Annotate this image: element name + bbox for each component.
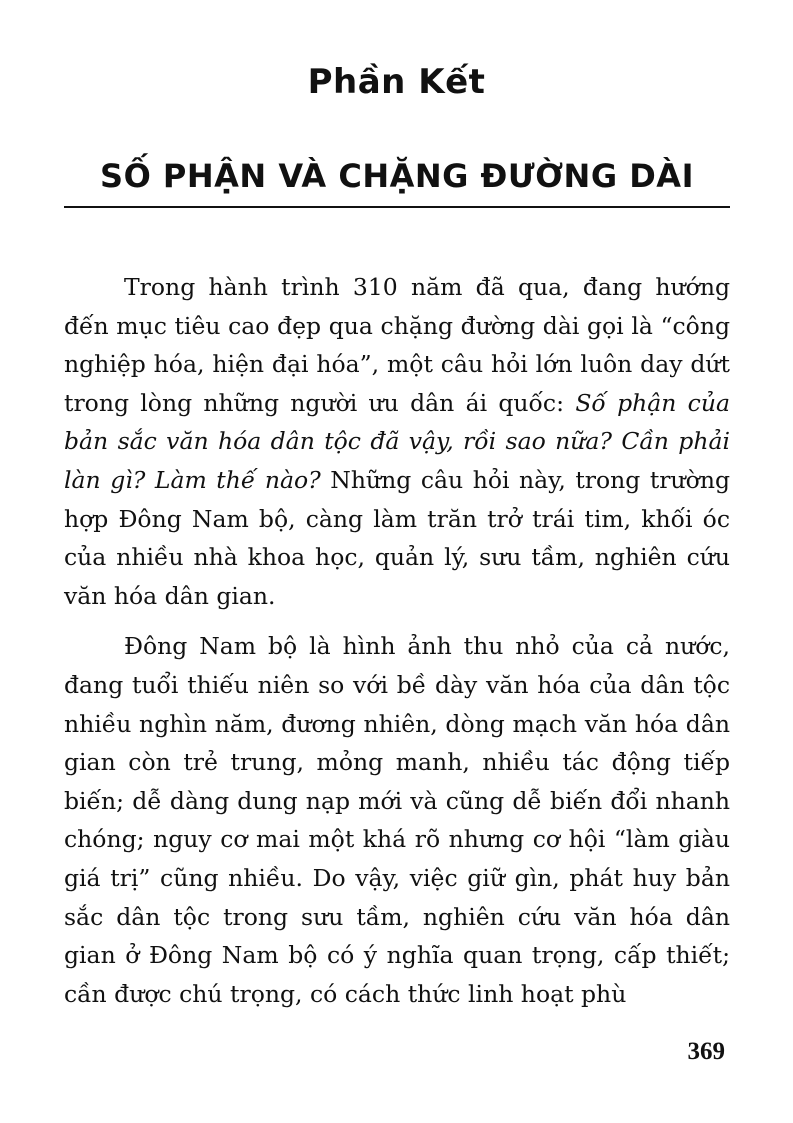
body-text <box>64 268 730 1025</box>
title-underline <box>64 206 730 208</box>
paragraph-1-text-a: Trong hành trình 310 năm đã qua, đang hướng đến mục tiêu cao đẹp qua chặng đường dài gọi là “công nghiệp hóa, hiện đại hóa”, một câu hỏi lớn luôn day dứt trong lòng những người ưu dân ái quốc: <box>64 273 730 417</box>
paragraph-1-italic-questions: Số phận của bản sắc văn hóa dân tộc đã vậy, rồi sao nữa? Cần phải làn gì? Làm thế nào? <box>64 388 730 494</box>
paragraph-2: Đông Nam bộ là hình ảnh thu nhỏ của cả nước, đang tuổi thiếu niên so với bề dày văn hóa của dân tộc nhiều nghìn năm, đương nhiên, dòng mạch văn hóa dân gian còn trẻ trung, mỏng manh, nhiều tác động tiếp biến; dễ dàng dung nạp mới và cũng dễ biến đổi nhanh chóng; nguy cơ mai một khá rõ nhưng cơ hội “làm giàu giá trị” cũng nhiều. Do vậy, việc giữ gìn, phát huy bản sắc dân tộc trong sưu tầm, nghiên cứu văn hóa dân gian ở Đông Nam bộ có ý nghĩa quan trọng, cấp thiết; cần được chú trọng, có cách thức linh hoạt phù <box>64 632 730 1008</box>
chapter-title: SỐ PHẬN VÀ CHẶNG ĐƯỜNG DÀI <box>100 157 694 195</box>
page-number: 369 <box>687 1038 725 1065</box>
part-title: Phần Kết <box>307 62 486 102</box>
paragraph-1 <box>64 268 730 615</box>
paragraph-1-text-b: Những câu hỏi này, trong trường hợp Đông Nam bộ, càng làm trăn trở trái tim, khối óc của nhiều nhà khoa học, quản lý, sưu tầm, nghiên cứu văn hóa dân gian. <box>64 465 730 610</box>
